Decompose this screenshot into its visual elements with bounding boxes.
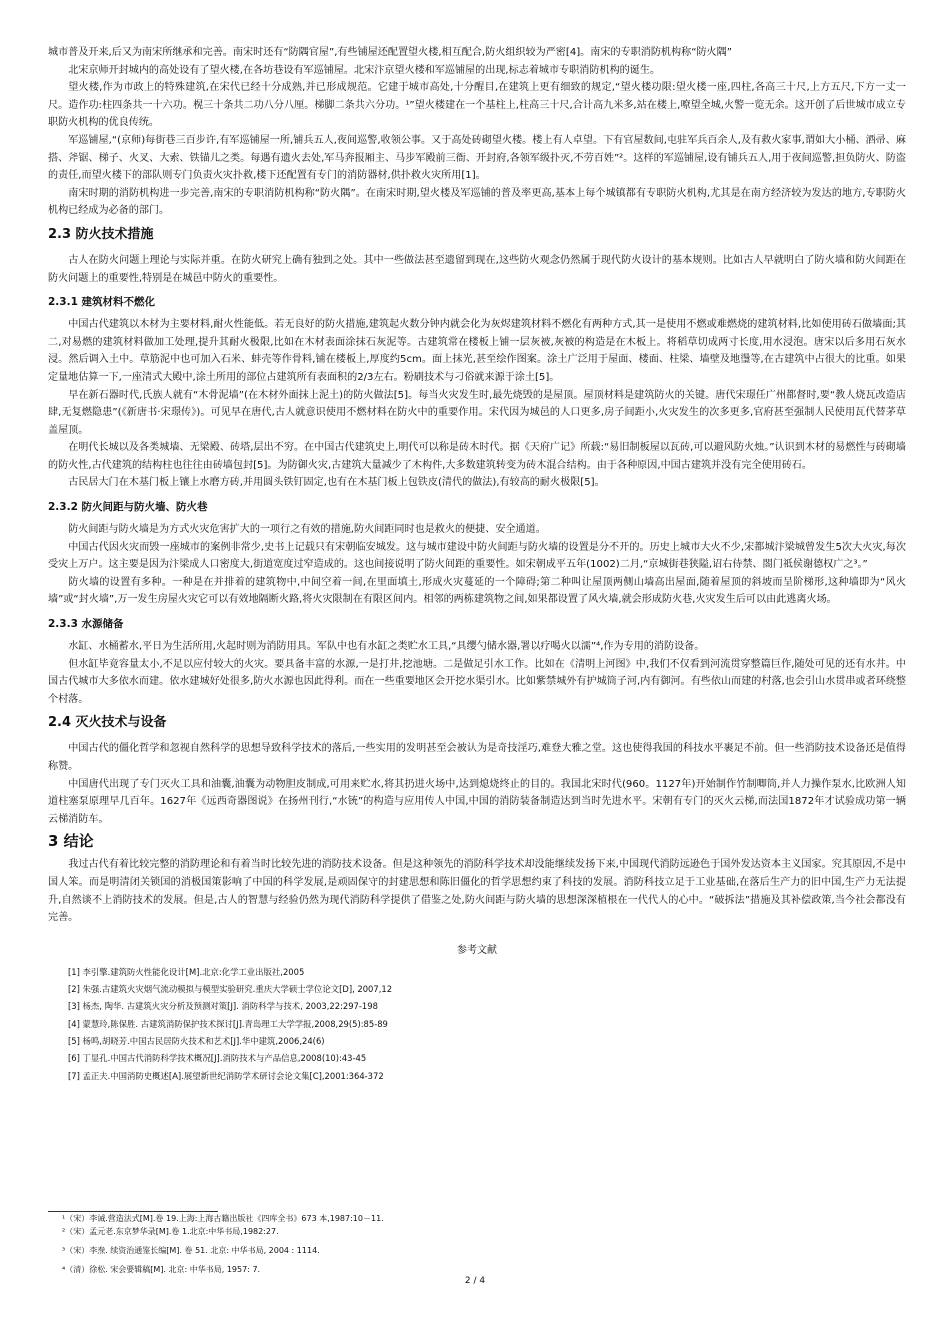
paragraph: 中国古代建筑以木材为主要材料,耐火性能低。若无良好的防火措施,建筑起火数分钟内就会化为灰烬建筑材料不燃化有两种方式,其一是使用不燃或难燃烧的建筑材料,比如使用砖石做墙面;其二,对易燃的建筑材料做加工处理,提升其耐火极限,比如在木材表面涂抹石灰泥等。古建筑常在楼板上铺一层灰被,灰被的构造是在木板上。将稻草切成两寸长度,用水浸泡。唐宋以后多用石灰水浸。然后调入土中。草筋泥中也可加入石米、蚌壳等作骨料,铺在楼板上,厚度约5cm。面上抹光,甚至绘作图案。涂土广泛用于屋面、楼面、柱梁、墙壁及地璗等,在古建筑中占很大的比重。如果定量地估算一下,一座清式大殿中,涂土所用的部位占建筑所有表面积的2/3左右。粉刷技术与刁俗就来源于涂土[5]。 [48, 319, 906, 383]
paragraph: 水缸、水桶蓄水,平日为生活所用,火起时则为消防用具。军队中也有水缸之类贮水工具,“具缨勺储水器,署以疗喝火以濡”⁴,作为专用的消防设备。 [68, 641, 705, 653]
section-heading: 3 结论 [48, 832, 94, 851]
reference-item: [4] 蒙慧玲,陈保胜. 古建筑消防保护技术探讨[J].青岛理工大学学报,2008,29(5):85-89 [68, 1018, 388, 1029]
paragraph: 古人在防火问题上理论与实际并重。在防火研究上确有独到之处。其中一些做法甚至遗留到现在,这些防火观念仍然属于现代防火设计的基本规则。比如古人早就明白了防火墙和防火间距在防火问题上的重要性,特别是在城邑中防火的重要性。 [48, 254, 906, 284]
section-heading: 2.3.2 防火间距与防火墙、防火巷 [48, 501, 208, 514]
paragraph: 北宋京师开封城内的高处设有了望火楼,在各坊巷设有军巡铺屋。北宋汴京望火楼和军巡铺屋的出现,标志着城市专职消防机构的诞生。 [68, 64, 661, 76]
reference-item: [7] 孟正夫.中国消防史概述[A].展望新世纪消防学术研讨会论文集[C],2001:364-372 [68, 1070, 384, 1081]
references-title: 参考文献 [457, 944, 497, 956]
paragraph: 早在新石器时代,氏族人就有“木骨泥墙”(在木材外面抹上泥土)的防火做法[5]。每当火灾发生时,最先烧毁的是屋顶。屋顶材料是建筑防火的关键。唐代宋璟任广州都督时,要“教人烧瓦改造店肆,无复燃隐患”(《新唐书·宋璟传》)。可见早在唐代,古人就意识使用不燃材料在防火中的重要作用。宋代因为城邑的人口更多,房子间距小,火灾发生的次多更多,官府甚至强制人民使用瓦代替茅草盖屋顶。 [48, 389, 906, 436]
footnote-2: ²（宋）孟元老.东京梦华录[M].卷 1.北京:中华书局,1982:27. [62, 1227, 279, 1236]
footnote-4: ⁴（清）徐松. 宋会要辑稿[M]. 北京: 中华书局, 1957: 7. [62, 1265, 261, 1274]
paragraph: 古民居大门在木基门板上镶上水磨方砖,并用圆头铁钉固定,也有在木基门板上包铁皮(清代的做法),有较高的耐火极限[5]。 [68, 477, 605, 489]
section-heading: 2.3.3 水源储备 [48, 618, 124, 631]
section-heading: 2.3 防火技术措施 [48, 226, 154, 242]
paragraph: 望火楼,作为市政上的特殊建筑,在宋代已经十分成熟,并已形成规范。它建于城市高处,十分醒目,在建筑上更有细致的规定,“望火楼功限:望火楼一座,四柱,各高三十尺,上方五尺,下方一丈一尺。造作功:柱四条共一十六功。榥三十条共二功八分八厘。梯脚二条共六分功。¹”望火楼建在一个基柱上,柱高三十尺,合计高九米多,站在楼上,嘹望全城,火警一览无余。这开创了后世城市成立专职防火机构的优良传统。 [48, 82, 906, 129]
reference-item: [1] 李引擎.建筑防火性能化设计[M].北京:化学工业出版社,2005 [68, 966, 305, 977]
paragraph: 中国古代因火灾而毁一座城市的案例非常少,史书上记载只有宋朝临安城发。这与城市建设中防火间距与防火墙的设置是分不开的。历史上城市大火不少,宋都城汴梁城曾发生5次大火灾,每次受灾上万户。这主要是因为汴梁成人口密度大,街道宽度过窄造成的。这也间接说明了防火间距的重要性。如宋朝成平五年(1002)二月,“京城街巷狭隘,诏右侍禁、閤门祗侯谢德权广之³。” [48, 541, 906, 571]
paragraph: 城市普及开来,后又为南宋所继承和完善。南宋时还有“防隅官屋”,有些铺屋还配置望火楼,相互配合,防火组织较为严密[4]。南宋的专职消防机构称“防火隅” [48, 47, 732, 58]
document-body [48, 44, 906, 1085]
footnote-1: ¹（宋）李诫.营造法式[M].卷 19.上海:上海古籍出版社《四库全书》673 本,1987:10－11. [62, 1214, 384, 1223]
footnote-3: ³（宋）李焘. 续资治通鉴长编[M]. 卷 51. 北京: 中华书局, 2004 : 1114. [62, 1246, 320, 1255]
paragraph: 我过古代有着比较完整的消防理论和有着当时比较先进的消防技术设备。但是这种领先的消防科学技术却没能继续发扬下来,中国现代消防远逊色于国外发达资本主义国家。究其原因,不是中国人笨。而是明清闭关锁国的消极国策影响了中国的科学发展,是顽固保守的封建思想和陈旧僵化的哲学思想约束了科技的发展。消防科技立足于工业基础,在落后生产力的旧中国,生产力无法提升,自然谈不上消防技术的发展。但是,古人的智慧与经验仍然为现代消防科学提供了借鉴之处,防火间距与防火墙的思想深深植根在一代代人的心中。“破拆法”措施及其补偿政策,当今社会都没有完善。 [48, 859, 906, 924]
paragraph: 在明代长城以及各类城墙、无梁殿、砖塔,层出不穷。在中国古代建筑史上,明代可以称是砖木时代。据《天府广记》所载:“易旧制板屋以瓦砖,可以避风防火烛。”认识到木材的易燃性与砖砌墙的防火性,古代建筑的结构柱也往往由砖墙包封[5]。为防御火灾,古建筑大量减少了木构件,大多数建筑转变为砖木混合结构。由于各种原因,中国古建筑并没有完全使用砖石。 [48, 442, 906, 471]
footnote-divider [48, 1211, 218, 1212]
reference-item: [6] 丁显孔.中国古代消防科学技术概况[J].消防技术与产品信息,2008(10):43-45 [68, 1053, 367, 1064]
paragraph: 军巡铺屋,“(京师)每街巷三百步许,有军巡铺屋一所,铺兵五人,夜间巡警,收领公事。又于高处砖砌望火楼。楼上有人卓望。下有官屋数间,屯驻军兵百余人,及有救火家事,谓如大小桶、酒帚、麻搭、斧锯、梯子、火叉、大索、铁锚儿之类。每遇有遗火去处,军马奔报厢主、马步军殿前三衙、开封府,各领军级扑灭,不劳百姓”²。这样的军巡铺屋,设有铺兵五人,用于夜间巡警,担负防火、防盗的责任,而望火楼下的部队则专门负责火灾扑救,楼下还配置有专门的消防器材,供扑救火灾所用[1]。 [48, 134, 906, 182]
reference-item: [3] 杨杰, 陶华. 古建筑火灾分析及预测对策[J]. 消防科学与技术, 2003,22:297-198 [68, 1001, 378, 1012]
reference-item: [5] 杨鸣,胡晓芳.中国古民居防火技术和艺术[J].华中建筑,2006,24(6) [68, 1035, 325, 1046]
paragraph: 南宋时期的消防机构进一步完善,南宋的专职消防机构称“防火隅”。在南宋时期,望火楼及军巡铺的普及率更高,基本上每个城镇都有专职防火机构,尤其是在南方经济较为发达的地方,专职防火机构已经成为必备的部门。 [48, 187, 906, 217]
reference-item: [2] 朱强.古建筑火灾烟气流动模拟与模型实验研究.重庆大学硕士学位论文[D], 2007,12 [68, 984, 393, 995]
section-heading: 2.3.1 建筑材料不燃化 [48, 296, 156, 309]
paragraph: 防火墙的设置有多种。一种是在并排着的建筑物中,中间空着一间,在里面填土,形成火灾蔓延的一个障碍;第二种叫让屋顶两侧山墙高出屋面,随着屋顶的斜坡而呈阶梯形,这种墙即为“风火墙”或“封火墙”,万一发生房屋火灾它可以有效地隔断火路,将火灾限制在有限区间内。相邻的两栋建筑物之间,如果都设置了风火墙,就会形成防火巷,火灾发生后可以由此逃离火场。 [48, 576, 906, 606]
paragraph: 中国唐代出现了专门灭火工具和油囊,油囊为动物胆皮制成,可用来贮水,将其扔进火场中,达到熄烧终止的目的。我国北宋时代(960。1127年)开始制作竹制唧筒,并人力操作泵水,比欧洲人知道柱塞泵原理早几百年。1627年《远西奇器图说》在扬州刊行,“水铳”的构造与应用传人中国,中国的消防装备制造达到当时先进水平。宋朝有专门的灭火云梯,而法国1872年才试验成功第一辆云梯消防车。 [48, 778, 906, 825]
paragraph: 中国古代的僵化哲学和忽视自然科学的思想导致科学技术的落后,一些实用的发明甚至会被认为是奇技淫巧,难登大雅之堂。这也使得我国的科技水平裹足不前。但一些消防技术设备还是值得称赞。 [48, 743, 906, 772]
paragraph: 防火间距与防火墙是为方式火灾危害扩大的一项行之有效的措施,防火间距同时也是救火的便捷、安全通道。 [68, 524, 546, 536]
paragraph: 但水缸毕竟容量太小,不足以应付较大的火灾。要具备丰富的水源,一是打井,挖池塘。二是做足引水工作。比如在《清明上河图》中,我们不仅看到河流贯穿整篇巨作,随处可见的还有水井。中国古代城市大多依水而建。依水建城好处很多,防火水源也因此得利。而在一些重要地区会开挖水渠引水。比如紫禁城外有护城筒子河,内有御河。有些依山而建的村落,也会引山水贯串或者环绕整个村落。 [48, 658, 906, 705]
page-number: 2 / 4 [464, 1276, 486, 1286]
section-heading: 2.4 灭火技术与设备 [48, 715, 167, 731]
